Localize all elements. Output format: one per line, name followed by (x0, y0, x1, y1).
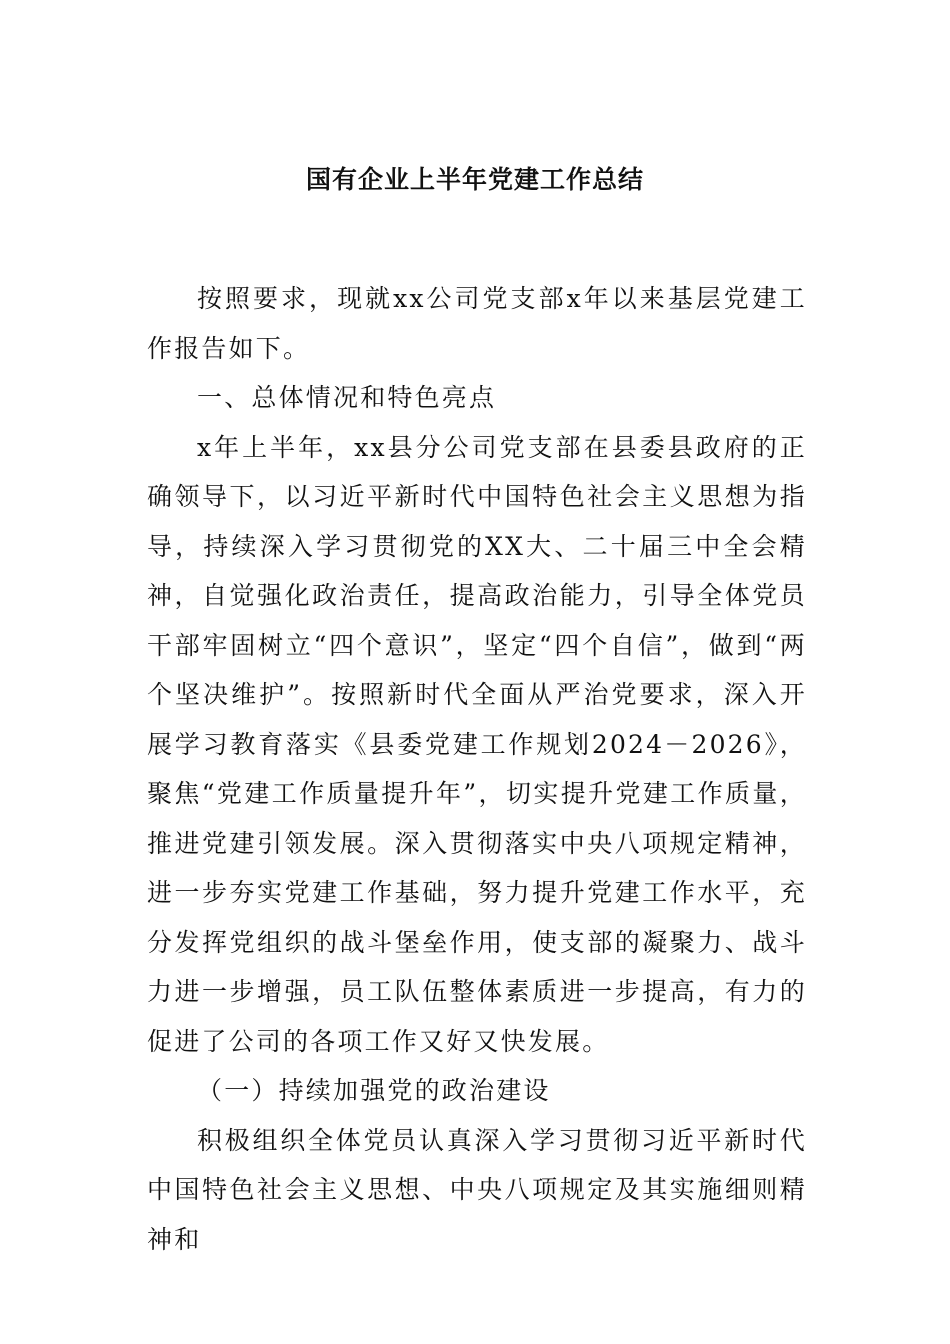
political-building-paragraph: 积极组织全体党员认真深入学习贯彻习近平新时代中国特色社会主义思想、中央八项规定及其实施细则精神和 (147, 1125, 807, 1254)
section-heading-1: 一、总体情况和特色亮点 (197, 383, 497, 412)
document-body (147, 274, 807, 1264)
subsection-heading-1: （一）持续加强党的政治建设 (197, 1076, 551, 1105)
document-title: 国有企业上半年党建工作总结 (305, 165, 644, 194)
intro-paragraph: 按照要求，现就xx公司党支部x年以来基层党建工作报告如下。 (147, 284, 807, 363)
overview-paragraph: x年上半年，xx县分公司党支部在县委县政府的正确领导下，以习近平新时代中国特色社会主义思想为指导，持续深入学习贯彻党的XX大、二十届三中全会精神，自觉强化政治责任，提高政治能力，引导全体党员干部牢固树立“四个意识”，坚定“四个自信”，做到“两个坚决维护”。按照新时代全面从严治党要求，深入开展学习教育落实《县委党建工作规划2024－2026》，聚焦“党建工作质量提升年”，切实提升党建工作质量，推进党建引领发展。深入贯彻落实中央八项规定精神，进一步夯实党建工作基础，努力提升党建工作水平，充分发挥党组织的战斗堡垒作用，使支部的凝聚力、战斗力进一步增强，员工队伍整体素质进一步提高，有力的促进了公司的各项工作又好又快发展。 (147, 432, 807, 1056)
